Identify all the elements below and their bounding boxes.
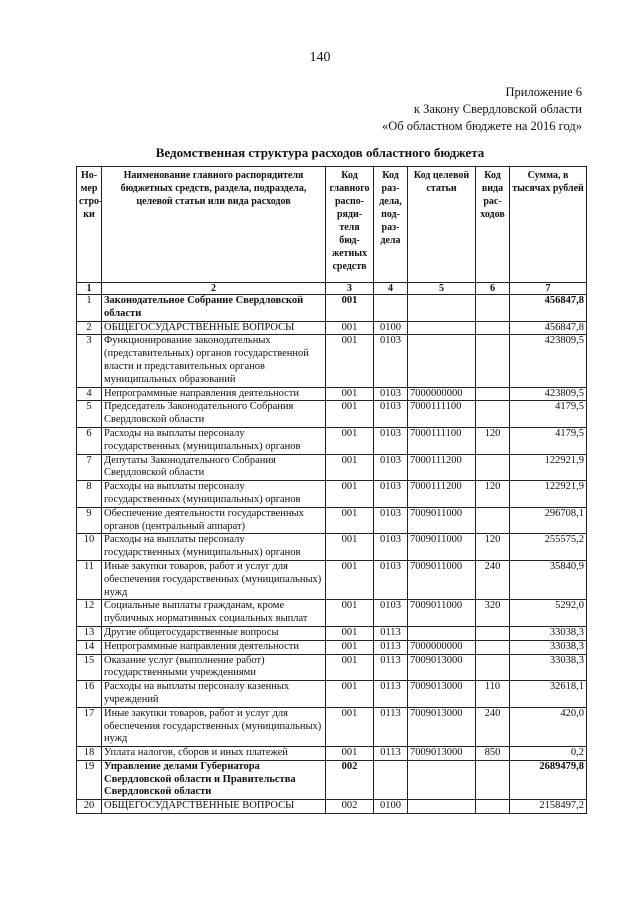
row-sum: 4179,5 [510,427,587,454]
row-number: 14 [77,640,102,654]
page-number: 140 [309,50,331,65]
row-type-code [476,507,510,534]
table-row [77,387,587,401]
row-type-code: 240 [476,560,510,599]
row-number: 2 [77,321,102,335]
row-target-code: 7009013000 [408,747,476,761]
row-type-code [476,626,510,640]
row-type-code [476,335,510,387]
column-number-row [77,283,587,295]
table-row [77,747,587,761]
row-name: Расходы на выплаты персоналу казенных учреждений [102,681,326,708]
row-grbs-code: 001 [326,707,374,746]
column-number: 6 [476,283,510,295]
table-body [77,295,587,814]
row-type-code: 120 [476,481,510,508]
appendix-line-1: Приложение 6 [505,85,582,99]
row-target-code: 7009013000 [408,707,476,746]
row-grbs-code: 001 [326,387,374,401]
row-sum: 35840,9 [510,560,587,599]
row-grbs-code: 001 [326,560,374,599]
table-row [77,481,587,508]
column-number: 5 [408,283,476,295]
row-section-code: 0100 [374,800,408,814]
row-grbs-code: 001 [326,534,374,561]
row-name: Законодательное Собрание Свердловской области [102,295,326,322]
row-number: 18 [77,747,102,761]
table-row [77,626,587,640]
row-number: 5 [77,401,102,428]
row-sum: 2689479,8 [510,760,587,799]
row-sum: 456847,8 [510,321,587,335]
row-target-code: 7000111100 [408,401,476,428]
row-target-code: 7000111100 [408,427,476,454]
row-type-code [476,401,510,428]
row-grbs-code: 001 [326,654,374,681]
row-section-code: 0103 [374,481,408,508]
row-type-code [476,454,510,481]
row-sum: 4179,5 [510,401,587,428]
row-type-code: 320 [476,600,510,627]
table-row [77,681,587,708]
row-section-code: 0103 [374,454,408,481]
row-section-code: 0103 [374,534,408,561]
row-name: Социальные выплаты гражданам, кроме публичных нормативных социальных выплат [102,600,326,627]
row-section-code: 0113 [374,747,408,761]
row-name: ОБЩЕГОСУДАРСТВЕННЫЕ ВОПРОСЫ [102,321,326,335]
row-sum: 255575,2 [510,534,587,561]
row-number: 10 [77,534,102,561]
appendix-line-3: «Об областном бюджете на 2016 год» [382,119,582,133]
row-number: 7 [77,454,102,481]
row-sum: 32618,1 [510,681,587,708]
row-target-code: 7009011000 [408,534,476,561]
row-name: Иные закупки товаров, работ и услуг для обеспечения государственных (муниципальных) нужд [102,560,326,599]
row-number: 13 [77,626,102,640]
table-row [77,454,587,481]
row-section-code: 0103 [374,600,408,627]
row-target-code [408,626,476,640]
row-section-code [374,760,408,799]
table-row [77,321,587,335]
col-header-no: Но-мер стро-ки [77,167,102,283]
row-target-code [408,335,476,387]
row-target-code: 7000000000 [408,640,476,654]
row-sum: 2158497,2 [510,800,587,814]
col-header-target: Код целевой статьи [408,167,476,283]
row-name: Председатель Законодательного Собрания Свердловской области [102,401,326,428]
table-row [77,760,587,799]
appendix-header [382,84,582,135]
row-name: Обеспечение деятельности государственных органов (центральный аппарат) [102,507,326,534]
row-section-code: 0100 [374,321,408,335]
row-sum: 122921,9 [510,481,587,508]
column-number: 1 [77,283,102,295]
row-grbs-code: 001 [326,295,374,322]
appendix-line-2: к Закону Свердловской области [413,102,582,116]
row-name: Функционирование законодательных (представительных) органов государственной власти и представительных органов муниципальных образований [102,335,326,387]
row-sum: 420,0 [510,707,587,746]
row-grbs-code: 001 [326,681,374,708]
row-number: 1 [77,295,102,322]
row-grbs-code: 001 [326,321,374,335]
row-target-code: 7009013000 [408,681,476,708]
table-row [77,707,587,746]
row-section-code: 0103 [374,401,408,428]
row-type-code: 850 [476,747,510,761]
row-sum: 456847,8 [510,295,587,322]
row-target-code [408,800,476,814]
row-section-code: 0113 [374,654,408,681]
table-row [77,600,587,627]
row-number: 15 [77,654,102,681]
row-type-code [476,387,510,401]
row-number: 12 [77,600,102,627]
row-grbs-code: 001 [326,747,374,761]
row-number: 4 [77,387,102,401]
row-sum: 0,2 [510,747,587,761]
document-title: Ведомственная структура расходов областного бюджета [155,145,485,160]
row-target-code [408,295,476,322]
row-type-code [476,640,510,654]
row-target-code: 7000000000 [408,387,476,401]
row-number: 20 [77,800,102,814]
row-sum: 5292,0 [510,600,587,627]
column-number: 2 [102,283,326,295]
row-name: Расходы на выплаты персоналу государственных (муниципальных) органов [102,481,326,508]
row-name: Уплата налогов, сборов и иных платежей [102,747,326,761]
row-section-code: 0113 [374,640,408,654]
col-header-section: Код раз-дела, под-раз-дела [374,167,408,283]
table-row [77,507,587,534]
row-type-code: 120 [476,534,510,561]
row-section-code: 0103 [374,387,408,401]
row-number: 3 [77,335,102,387]
row-type-code [476,321,510,335]
row-number: 9 [77,507,102,534]
row-section-code: 0113 [374,681,408,708]
row-name: ОБЩЕГОСУДАРСТВЕННЫЕ ВОПРОСЫ [102,800,326,814]
row-section-code: 0103 [374,507,408,534]
row-grbs-code: 001 [326,626,374,640]
row-grbs-code: 001 [326,481,374,508]
table-row [77,335,587,387]
row-name: Управление делами Губернатора Свердловской области и Правительства Свердловской области [102,760,326,799]
row-type-code [476,295,510,322]
row-name: Иные закупки товаров, работ и услуг для обеспечения государственных (муниципальных) нужд [102,707,326,746]
column-number: 4 [374,283,408,295]
row-number: 16 [77,681,102,708]
row-name: Расходы на выплаты персоналу государственных (муниципальных) органов [102,427,326,454]
row-section-code: 0113 [374,707,408,746]
row-number: 17 [77,707,102,746]
row-name: Непрограммные направления деятельности [102,640,326,654]
table-row [77,295,587,322]
row-name: Расходы на выплаты персоналу государственных (муниципальных) органов [102,534,326,561]
row-sum: 296708,1 [510,507,587,534]
row-target-code: 7009011000 [408,507,476,534]
row-number: 8 [77,481,102,508]
row-number: 19 [77,760,102,799]
row-target-code: 7009011000 [408,600,476,627]
row-section-code: 0103 [374,560,408,599]
table-row [77,534,587,561]
table-header-row [77,167,587,283]
row-target-code: 7009011000 [408,560,476,599]
row-name: Оказание услуг (выполнение работ) государственными учреждениями [102,654,326,681]
col-header-name: Наименование главного распорядителя бюджетных средств, раздела, подраздела, целевой статьи или вида расходов [102,167,326,283]
row-grbs-code: 001 [326,401,374,428]
row-type-code [476,760,510,799]
table-row [77,654,587,681]
row-target-code [408,760,476,799]
row-type-code: 110 [476,681,510,708]
row-target-code: 7009013000 [408,654,476,681]
row-grbs-code: 002 [326,800,374,814]
row-type-code [476,654,510,681]
table-row [77,401,587,428]
budget-table [76,166,587,814]
row-grbs-code: 001 [326,335,374,387]
row-number: 11 [77,560,102,599]
row-sum: 423809,5 [510,335,587,387]
row-grbs-code: 002 [326,760,374,799]
table-row [77,800,587,814]
row-grbs-code: 001 [326,507,374,534]
row-type-code: 240 [476,707,510,746]
table-row [77,640,587,654]
row-name: Другие общегосударственные вопросы [102,626,326,640]
col-header-sum: Сумма, в тысячах рублей [510,167,587,283]
row-section-code: 0103 [374,335,408,387]
row-grbs-code: 001 [326,600,374,627]
row-number: 6 [77,427,102,454]
row-sum: 33038,3 [510,640,587,654]
row-section-code [374,295,408,322]
row-section-code: 0113 [374,626,408,640]
table-row [77,427,587,454]
row-type-code: 120 [476,427,510,454]
col-header-grbs: Код главного распо-ряди-теля бюд-жетных средств [326,167,374,283]
row-target-code [408,321,476,335]
column-number: 3 [326,283,374,295]
col-header-type: Код вида рас-ходов [476,167,510,283]
row-target-code: 7000111200 [408,481,476,508]
row-type-code [476,800,510,814]
row-name: Непрограммные направления деятельности [102,387,326,401]
row-sum: 122921,9 [510,454,587,481]
row-sum: 423809,5 [510,387,587,401]
row-name: Депутаты Законодательного Собрания Свердловской области [102,454,326,481]
row-grbs-code: 001 [326,454,374,481]
row-sum: 33038,3 [510,654,587,681]
column-number: 7 [510,283,587,295]
row-target-code: 7000111200 [408,454,476,481]
row-grbs-code: 001 [326,640,374,654]
row-grbs-code: 001 [326,427,374,454]
table-row [77,560,587,599]
row-sum: 33038,3 [510,626,587,640]
row-section-code: 0103 [374,427,408,454]
